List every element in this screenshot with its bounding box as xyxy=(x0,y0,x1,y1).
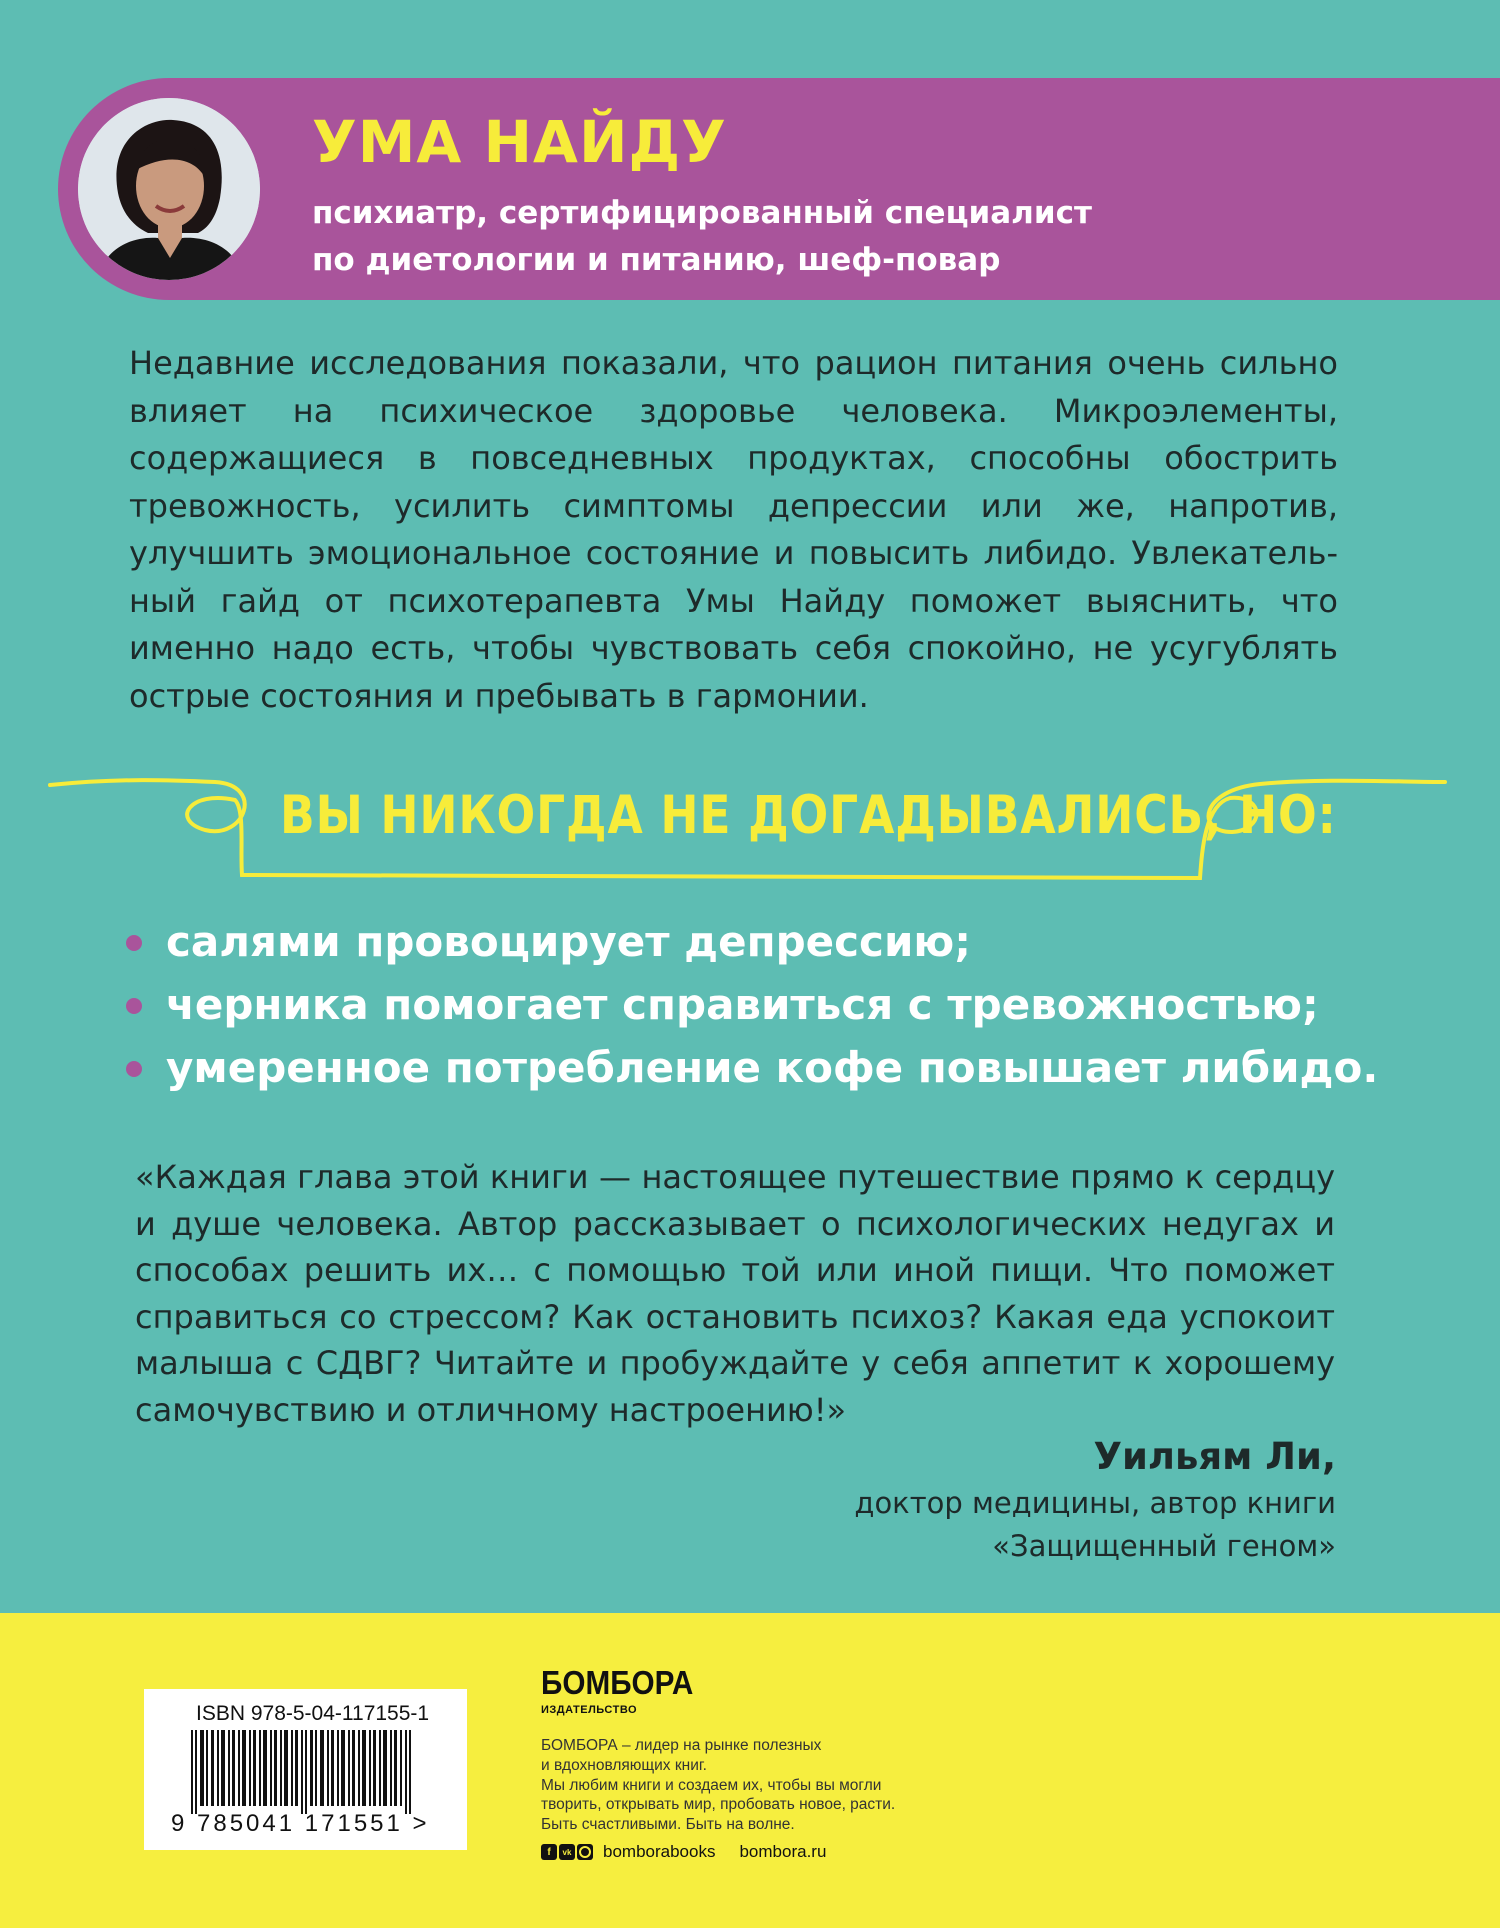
list-item xyxy=(126,1036,1378,1099)
review-quote: «Каждая глава этой книги — настоящее путешествие прямо к сердцу и душе человека. Автор рассказывает о психологических недугах и способах решить их… с помощью той или иной пищи. Что поможет справиться со стрессом? Как остановить психоз? Какая еда успокоит малыша с СДВГ? Читайте и пробуждайте у себя аппетит к хорошему самочувствию и отличному настроению!» xyxy=(135,1158,1335,1429)
fact-text: умеренное потребление кофе повышает либидо. xyxy=(166,1043,1379,1092)
bullet-dot xyxy=(126,998,142,1014)
bullet-dot xyxy=(126,935,142,951)
publisher-blurb-line3: Мы любим книги и создаем их, чтобы вы могли xyxy=(541,1776,882,1794)
social-handle[interactable]: bomborabooks xyxy=(603,1842,716,1861)
bullet-dot xyxy=(126,1061,142,1077)
publisher-logo-sub: ИЗДАТЕЛЬСТВО xyxy=(541,1704,638,1716)
barcode-icon xyxy=(191,1730,421,1814)
list-item xyxy=(126,973,1378,1036)
fact-text: черника помогает справиться с тревожностью; xyxy=(166,980,1319,1029)
reviewer-desc-line2: «Защищенный геном» xyxy=(992,1529,1336,1563)
publisher-logo: БОМБОРА xyxy=(541,1664,694,1701)
publisher-site-link[interactable]: bombora.ru xyxy=(739,1842,827,1861)
intro-paragraph: Недавние исследования показали, что рацион питания очень сильно влияет на психическое здоровье человека. Микроэлементы, содержащиеся в повседневных продуктах, способны обострить тревожность, усилить симптомы депрессии или же, напротив, улучшить эмоциональное состояние и повысить либидо. Увлекательный гайд от психотерапевта Умы Найду поможет выяснить, что именно надо есть, чтобы чувствовать себя спокойно, не усугублять острые состояния и пребывать в гармонии. xyxy=(129,344,1338,715)
barcode-digits: 9 785041 171551 > xyxy=(171,1810,430,1837)
publisher-blurb-line4: творить, открывать мир, пробовать новое, расти. xyxy=(541,1796,896,1814)
list-item xyxy=(126,910,1378,973)
quote-attribution xyxy=(854,1432,1336,1568)
reviewer-desc-line1: доктор медицины, автор книги xyxy=(854,1486,1336,1520)
publisher-blurb xyxy=(541,1736,961,1835)
barcode-box xyxy=(144,1689,467,1850)
facts-list xyxy=(126,910,1378,1099)
facebook-icon[interactable]: f xyxy=(541,1844,557,1860)
author-role xyxy=(312,190,1092,284)
author-photo xyxy=(78,98,260,280)
isbn-label: ISBN 978-5-04-117155-1 xyxy=(196,1702,430,1725)
fact-text: салями провоцирует депрессию; xyxy=(166,917,971,966)
publisher-blurb-line5: Быть счастливыми. Быть на волне. xyxy=(541,1816,795,1834)
headline-banner xyxy=(0,760,1500,890)
instagram-icon[interactable] xyxy=(577,1844,593,1860)
reviewer-name: Уильям Ли, xyxy=(1093,1435,1336,1478)
social-links xyxy=(541,1842,826,1862)
author-role-line2: по диетологии и питанию, шеф-повар xyxy=(312,242,1001,278)
author-role-line1: психиатр, сертифицированный специалист xyxy=(312,195,1092,231)
publisher-blurb-line2: и вдохновляющих книг. xyxy=(541,1756,707,1774)
headline: ВЫ НИКОГДА НЕ ДОГАДЫВАЛИСЬ, НО: xyxy=(280,785,1337,846)
publisher-blurb-line1: БОМБОРА – лидер на рынке полезных xyxy=(541,1737,822,1754)
author-name: УМА НАЙДУ xyxy=(312,108,727,176)
vk-icon[interactable]: vk xyxy=(559,1844,575,1860)
